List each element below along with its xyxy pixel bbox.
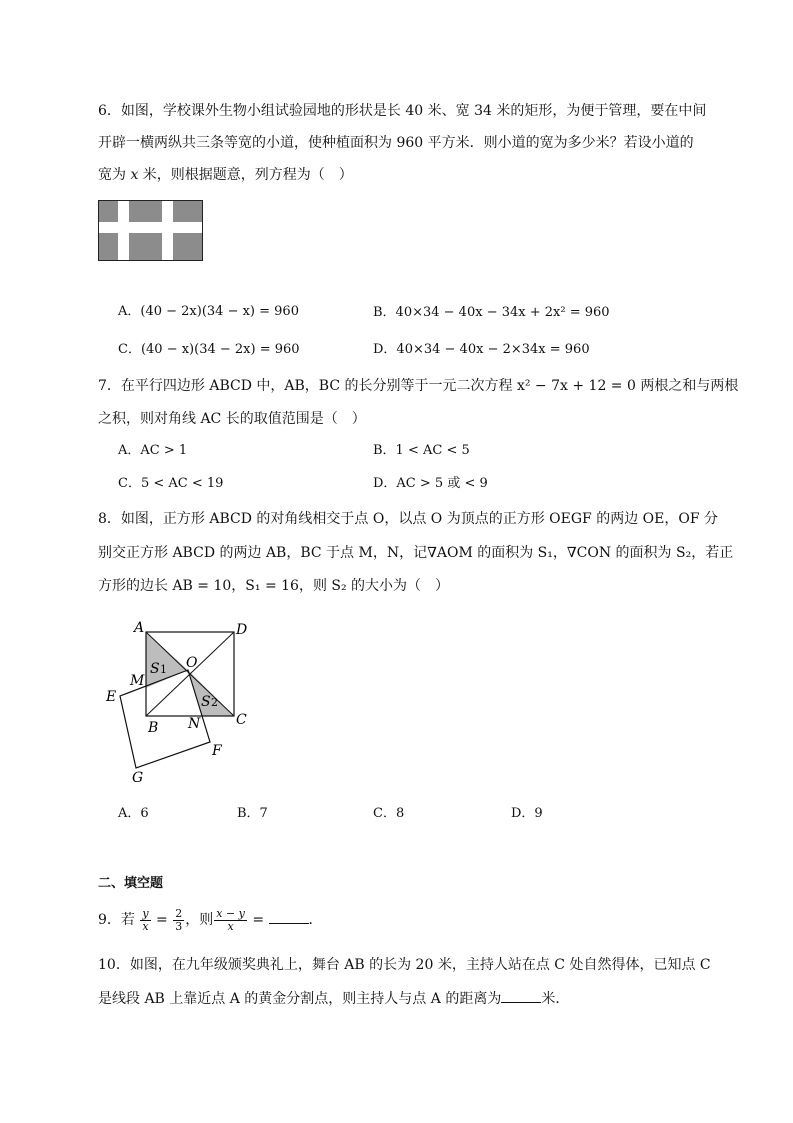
- q8-label-s2-sub: 2: [211, 696, 218, 709]
- q9-suffix: ．: [308, 912, 323, 928]
- q9-equals-1: =: [151, 912, 173, 928]
- q9-frac2-numerator: 2: [175, 906, 183, 920]
- q10-line-2-b: 米．: [541, 991, 570, 1007]
- q10-line-1: 10．如图，在九年级颁奖典礼上，舞台 AB 的长为 20 米，主持人站在点 C 处自然得体，已知点 C: [98, 957, 711, 973]
- q7-option-b[interactable]: B．1 < AC < 5: [373, 443, 470, 458]
- q10-answer-blank[interactable]: [501, 988, 541, 1003]
- section-title-fill-in: 二、填空题: [98, 876, 164, 891]
- q8-label-n: N: [188, 716, 201, 732]
- q7-option-c[interactable]: C．5 < AC < 19: [118, 476, 224, 491]
- q9-fraction-xy-over-x: [214, 908, 247, 933]
- q7-line-2: 之积，则对角线 AC 长的取值范围是（ ）: [98, 411, 366, 427]
- q8-label-b: B: [148, 720, 159, 736]
- q7-option-d[interactable]: D．AC > 5 或 < 9: [373, 476, 488, 491]
- q6-line-1: 6．如图，学校课外生物小组试验园地的形状是长 40 米、宽 34 米的矩形，为便于管理，要在中间: [98, 103, 707, 119]
- q9-line: [98, 906, 323, 934]
- q6-path-vertical-right: [162, 201, 173, 260]
- q9-frac1-denominator: x: [142, 919, 149, 933]
- q6-option-b[interactable]: B．40×34 − 40x − 34x + 2x² = 960: [373, 305, 610, 320]
- q6-line-3: [98, 165, 353, 185]
- q8-label-o: O: [186, 655, 198, 671]
- q8-label-g: G: [132, 770, 144, 786]
- q6-path-vertical-left: [118, 201, 129, 260]
- q9-mid: ，则: [185, 912, 214, 928]
- q8-option-b[interactable]: B．7: [237, 806, 268, 821]
- q9-frac3-denominator: x: [227, 919, 234, 933]
- q6-line-2: 开辟一横两纵共三条等宽的小道，使种植面积为 960 平方米．则小道的宽为多少米？若设小道的: [98, 135, 694, 151]
- q6-line-3-a: 宽为: [98, 167, 131, 183]
- q8-label-s1: S: [150, 661, 160, 677]
- q8-label-f: F: [212, 743, 222, 759]
- q9-answer-blank[interactable]: [269, 909, 309, 924]
- q9-fraction-2-over-3: [173, 908, 184, 933]
- q8-option-c[interactable]: C．8: [373, 806, 405, 821]
- q7-option-a[interactable]: A．AC > 1: [118, 443, 188, 458]
- q6-option-d[interactable]: D．40×34 − 40x − 2×34x = 960: [373, 342, 590, 357]
- q6-option-c[interactable]: C．(40 − x)(34 − 2x) = 960: [118, 342, 300, 357]
- q9-fraction-y-over-x: [140, 908, 150, 933]
- q8-label-c: C: [236, 712, 247, 728]
- q6-path-horizontal: [99, 222, 202, 233]
- q8-option-d[interactable]: D．9: [511, 806, 543, 821]
- q8-line-3: 方形的边长 AB = 10，S₁ = 16，则 S₂ 的大小为（ ）: [98, 578, 450, 594]
- q9-frac2-denominator: 3: [175, 919, 183, 933]
- q8-option-a[interactable]: A．6: [118, 806, 149, 821]
- q7-line-1: 7．在平行四边形 ABCD 中，AB，BC 的长分别等于一元二次方程 x² − 7x + 12 = 0 两根之和与两根: [98, 378, 739, 394]
- q8-label-e: E: [106, 689, 117, 705]
- q8-label-a: A: [134, 620, 145, 636]
- q8-label-s2: S: [201, 694, 211, 710]
- q10-line-2-a: 是线段 AB 上靠近点 A 的黄金分割点，则主持人与点 A 的距离为: [98, 991, 502, 1007]
- q8-line-1: 8．如图，正方形 ABCD 的对角线相交于点 O，以点 O 为顶点的正方形 OEGF 的两边 OE，OF 分: [98, 511, 718, 527]
- q9-equals-2: =: [247, 912, 269, 928]
- q6-line-3-b: 米，则根据题意，列方程为（ ）: [138, 167, 353, 183]
- q8-label-s1-sub: 1: [160, 663, 167, 676]
- q8-line-2: 别交正方形 ABCD 的两边 AB，BC 于点 M，N，记∇AOM 的面积为 S₁，∇CON 的面积为 S₂，若正: [98, 545, 734, 561]
- q10-line-2: [98, 988, 569, 1009]
- q9-frac1-numerator: y: [142, 906, 149, 920]
- q9-prefix: 9．若: [98, 912, 135, 928]
- q6-variable-x: x: [130, 167, 139, 183]
- q6-garden-figure: [98, 200, 204, 262]
- q8-geometry-figure: [98, 612, 268, 792]
- q8-label-d: D: [236, 622, 248, 638]
- q8-label-m: M: [130, 673, 145, 689]
- q9-frac3-numerator: x − y: [216, 906, 245, 920]
- q6-option-a[interactable]: A．(40 − 2x)(34 − x) = 960: [118, 304, 299, 319]
- q8-shaded-s1: [146, 632, 188, 688]
